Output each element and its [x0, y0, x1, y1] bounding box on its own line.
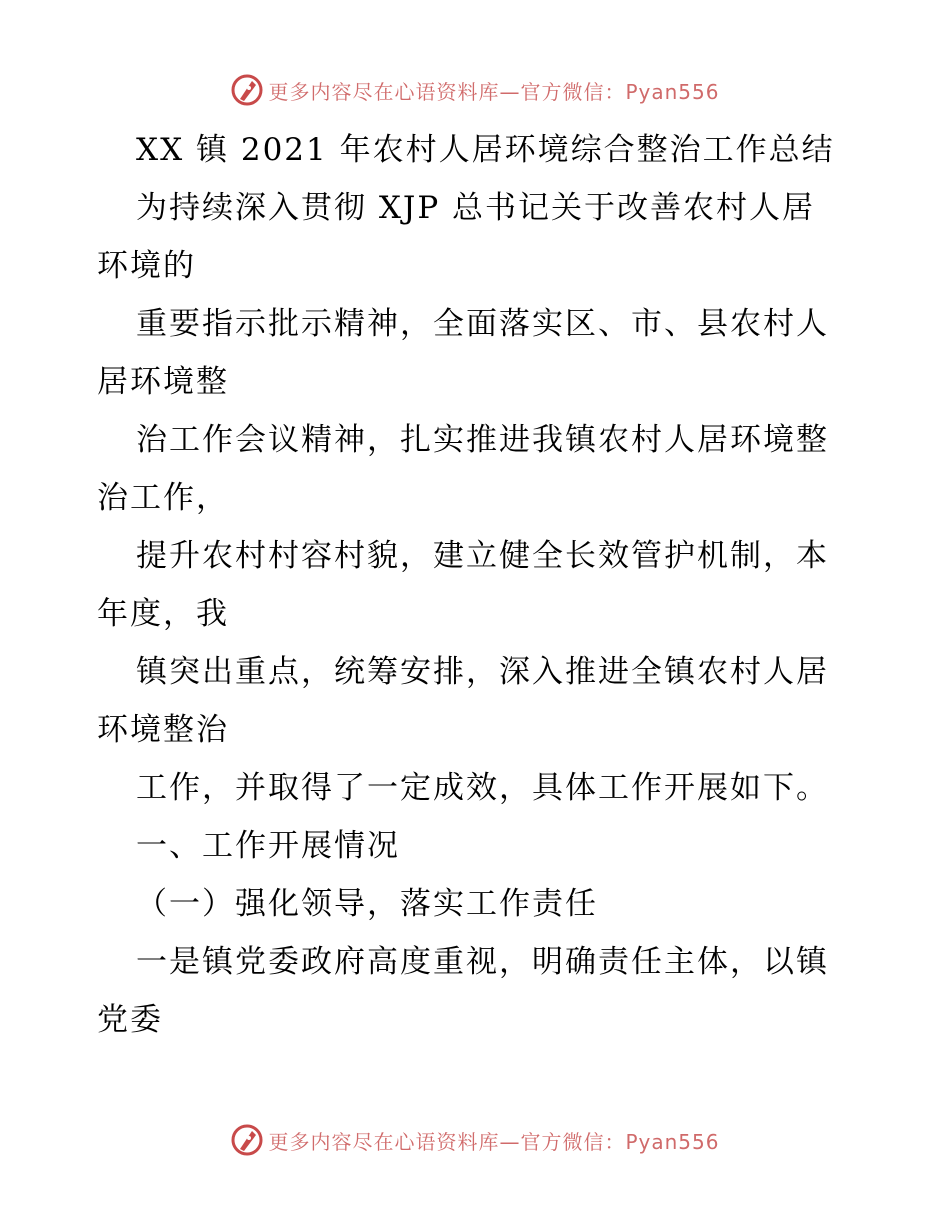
- text-line: 治工作会议精神，扎实推进我镇农村人居环境整: [136, 422, 829, 458]
- footer-watermark: [0, 1120, 950, 1160]
- text-line: 环境整治: [97, 712, 229, 748]
- text-line: 为持续深入贯彻 XJP 总书记关于改善农村人居: [136, 190, 816, 226]
- text-line: 工作，并取得了一定成效，具体工作开展如下。: [136, 770, 829, 806]
- text-line: 年度，我: [97, 596, 229, 632]
- text-line: 环境的: [97, 248, 196, 284]
- text-line: 提升农村村容村貌，建立健全长效管护机制，本: [136, 538, 829, 574]
- text-line: 治工作，: [97, 480, 229, 516]
- text-line: 一是镇党委政府高度重视，明确责任主体，以镇: [136, 944, 829, 980]
- text-line: 居环境整: [97, 364, 229, 400]
- text-line: （一）强化领导，落实工作责任: [136, 886, 598, 922]
- document-body: [97, 121, 857, 1049]
- document-title: XX 镇 2021 年农村人居环境综合整治工作总结: [136, 132, 835, 168]
- header-watermark: [0, 70, 950, 110]
- pen-nib-logo-icon: [230, 1123, 264, 1157]
- watermark-text: 更多内容尽在心语资料库—官方微信：Pyan556: [268, 1129, 720, 1154]
- text-line: 党委: [97, 1002, 163, 1038]
- text-line: 一、工作开展情况: [136, 828, 400, 864]
- text-line: 镇突出重点，统筹安排，深入推进全镇农村人居: [136, 654, 829, 690]
- text-line: 重要指示批示精神，全面落实区、市、县农村人: [136, 306, 829, 342]
- watermark-text: 更多内容尽在心语资料库—官方微信：Pyan556: [268, 79, 720, 104]
- pen-nib-logo-icon: [230, 73, 264, 107]
